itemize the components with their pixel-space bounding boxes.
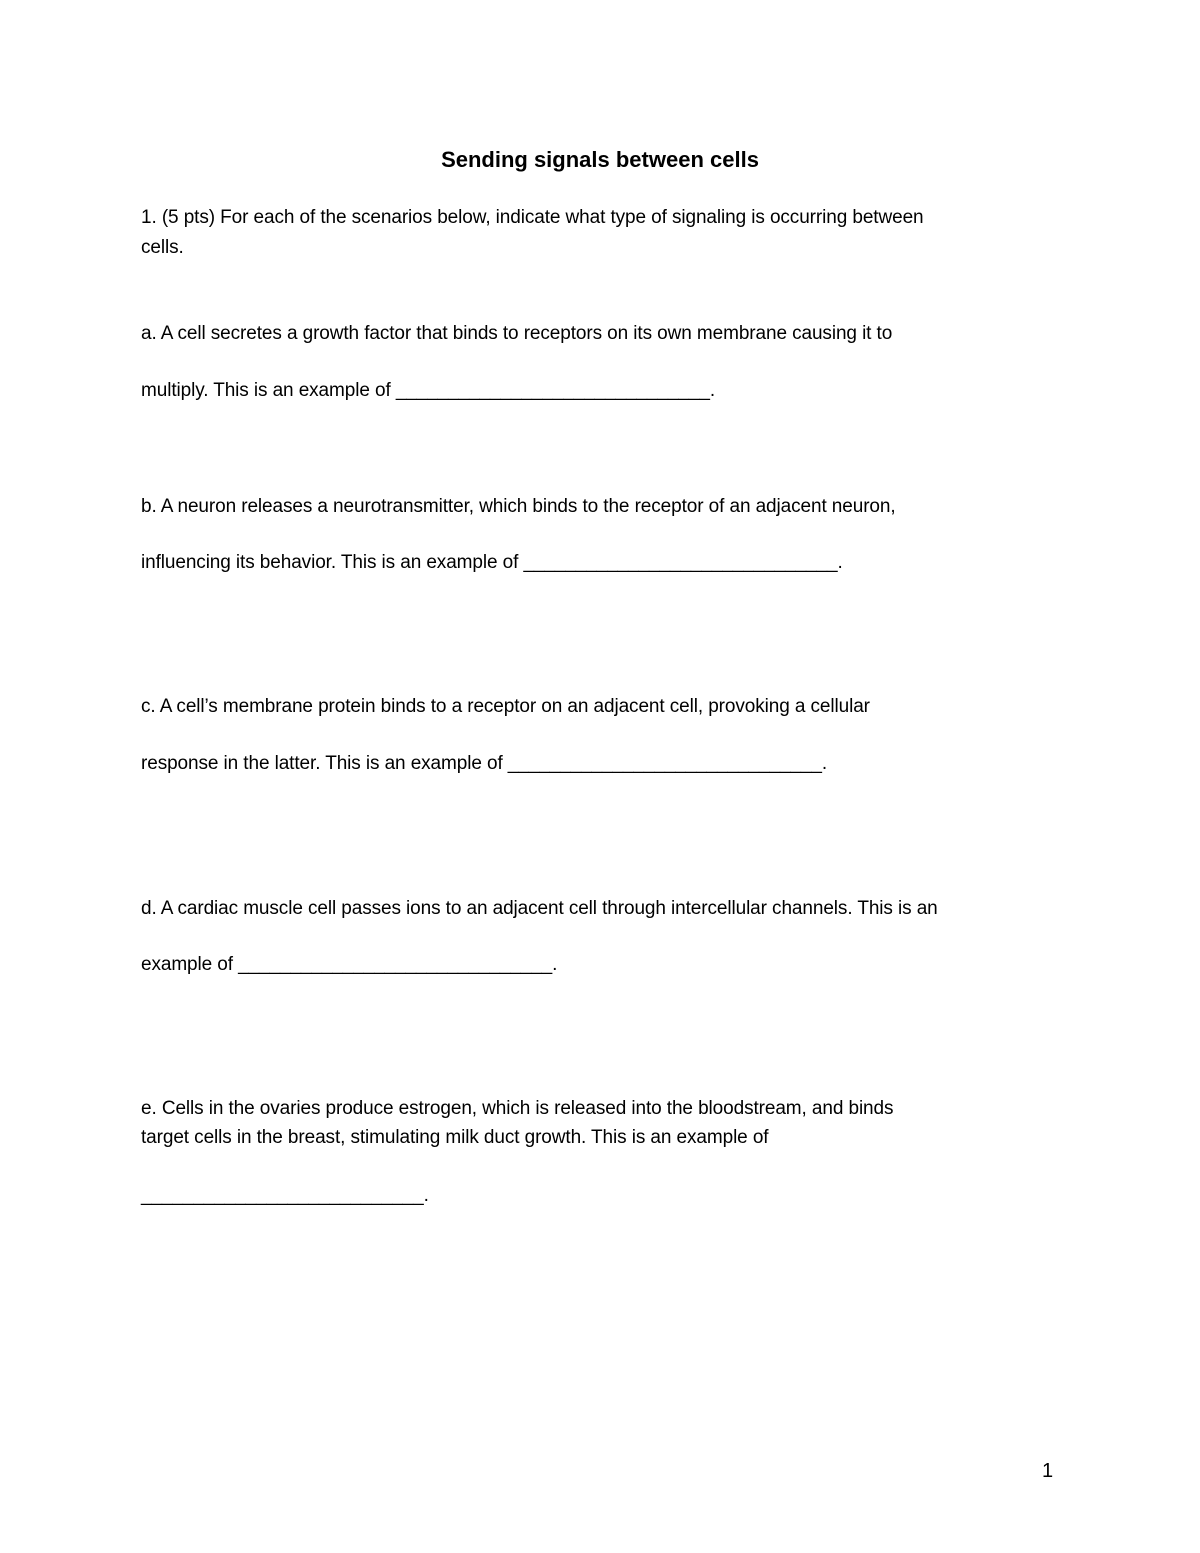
item-b-line-2: influencing its behavior. This is an example of ______________________________. (141, 552, 843, 573)
item-a-line-1: a. A cell secretes a growth factor that binds to receptors on its own membrane causing it to (141, 323, 893, 344)
item-e-line-3: ___________________________. (141, 1185, 429, 1206)
question-prompt-line-2: cells. (141, 237, 184, 258)
item-b-line-1: b. A neuron releases a neurotransmitter, which binds to the receptor of an adjacent neuron, (141, 496, 896, 517)
item-c-line-1: c. A cell’s membrane protein binds to a receptor on an adjacent cell, provoking a cellular (141, 696, 870, 717)
item-e-line-2: target cells in the breast, stimulating milk duct growth. This is an example of (141, 1127, 769, 1148)
page-title: Sending signals between cells (441, 147, 759, 172)
page-number: 1 (1042, 1460, 1054, 1482)
item-c-line-2: response in the latter. This is an example of ______________________________. (141, 753, 827, 774)
item-e-line-1: e. Cells in the ovaries produce estrogen, which is released into the bloodstream, and binds (141, 1098, 894, 1119)
question-prompt-line-1: 1. (5 pts) For each of the scenarios below, indicate what type of signaling is occurring between (141, 207, 924, 228)
item-d-line-1: d. A cardiac muscle cell passes ions to an adjacent cell through intercellular channels. This is an (141, 898, 938, 919)
item-a-line-2: multiply. This is an example of ______________________________. (141, 380, 715, 401)
item-d-line-2: example of ______________________________. (141, 954, 558, 975)
